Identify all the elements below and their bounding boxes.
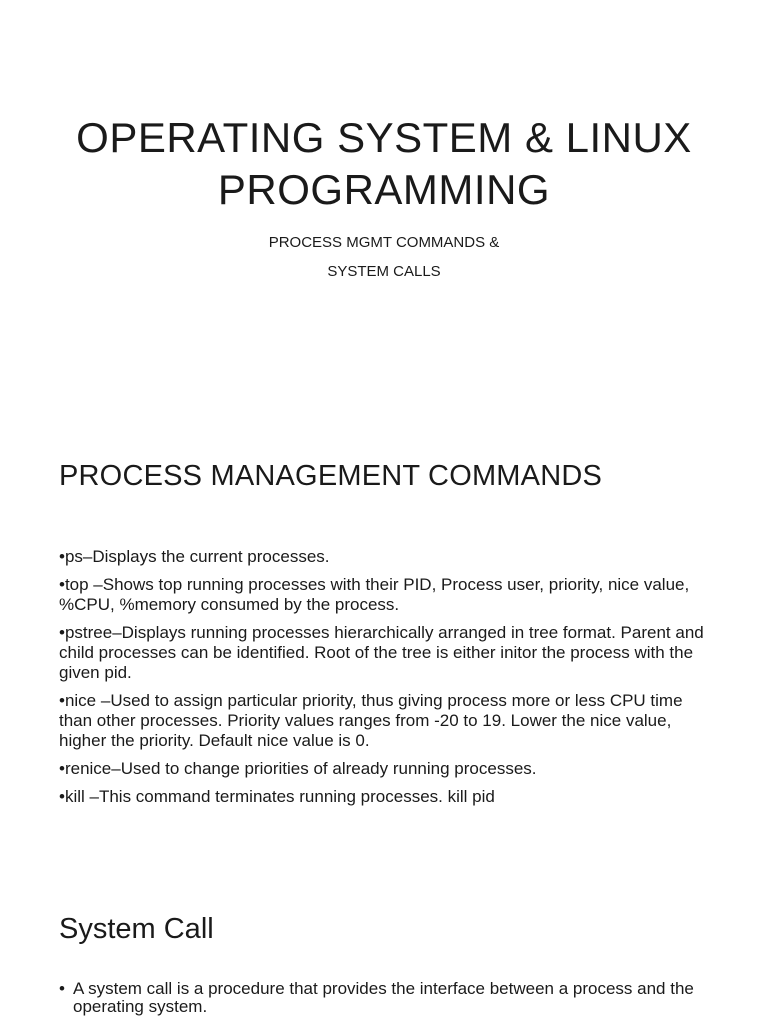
bullet-icon: • (59, 979, 65, 998)
list-item-nice: •nice –Used to assign particular priority, thus giving process more or less CPU time than other processes. Priority values ranges from -20 to 19. Lower the nice value, higher the priority. Default nice value is 0. (59, 691, 683, 750)
main-title (0, 112, 768, 216)
list-item-system-call-definition (59, 980, 719, 1016)
main-title-line-1: OPERATING SYSTEM & LINUX (76, 114, 692, 161)
list-item-renice: •renice–Used to change priorities of already running processes. (59, 759, 537, 778)
system-call-heading: System Call (59, 913, 214, 945)
process-commands-list (59, 547, 719, 815)
title-slide (0, 0, 768, 420)
subtitle (0, 228, 768, 286)
subtitle-line-2: SYSTEM CALLS (327, 263, 441, 280)
list-item-text: A system call is a procedure that provides the interface between a process and the operating system. (73, 979, 694, 1016)
subtitle-line-1: PROCESS MGMT COMMANDS & (268, 234, 500, 251)
list-item-top: •top –Shows top running processes with their PID, Process user, priority, nice value, %CPU, %memory consumed by the process. (59, 575, 690, 614)
list-item-pstree: •pstree–Displays running processes hierarchically arranged in tree format. Parent and child processes can be identified. Root of the tree is either initor the process with the given pid. (59, 623, 704, 682)
process-management-heading: PROCESS MANAGEMENT COMMANDS (59, 460, 603, 492)
list-item-kill: •kill –This command terminates running processes. kill pid (59, 787, 495, 806)
main-title-line-2: PROGRAMMING (217, 166, 551, 213)
list-item-ps: •ps–Displays the current processes. (59, 547, 330, 566)
system-call-list (59, 980, 719, 1016)
